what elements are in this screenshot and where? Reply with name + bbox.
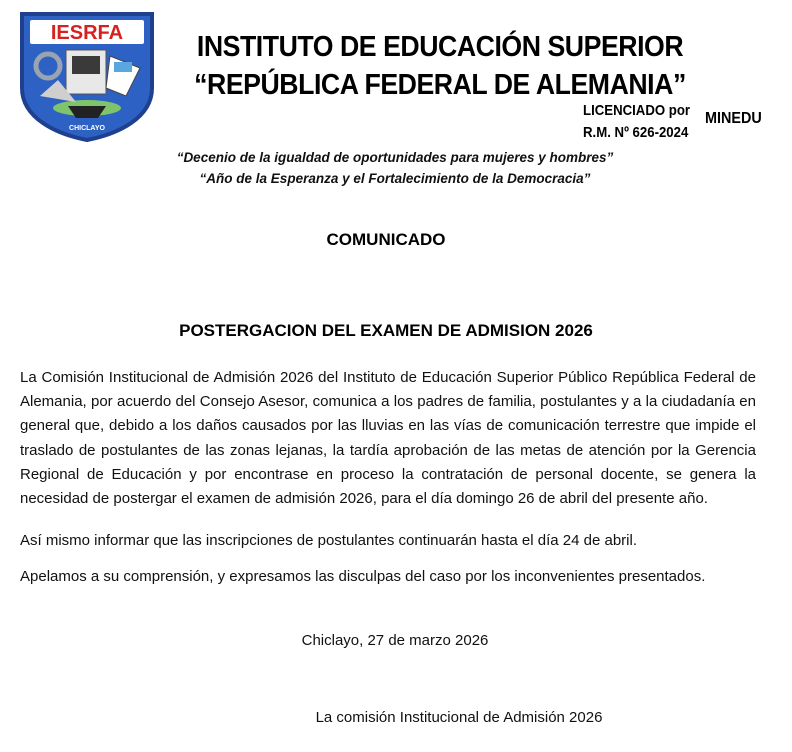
- logo-abbr: IESRFA: [50, 22, 124, 44]
- license-info: [583, 100, 690, 144]
- institution-title: [192, 28, 689, 104]
- paragraph-apology: Apelamos a su comprensión, y expresamos las disculpas del caso por los inconvenientes presentados.: [20, 568, 706, 586]
- logo-city: CHICLAYO: [69, 125, 105, 132]
- slogan-decade: “Decenio de la igualdad de oportunidades para mujeres y hombres”: [176, 150, 614, 165]
- document-signature: La comisión Institucional de Admisión 2026: [315, 709, 603, 726]
- paragraph-announcement: La Comisión Institucional de Admisión 2026 del Instituto de Educación Superior Público República Federal de Alemania, por acuerdo del Consejo Asesor, comunica a los padres de familia, postulantes y a la ciudadanía en general que, debido a los daños causados por las lluvias en las vías de comunicación terrestre que impide el traslado de postulantes de las zonas lejanas, la tardía aprobación de las metas de atención por la Gerencia Regional de Educación y por encontrase en proceso la contratación de personal docente, se genera la necesidad de postergar el examen de admisión 2026, para el día domingo 26 de abril del presente año.: [20, 369, 756, 508]
- official-slogans: [160, 147, 630, 189]
- paragraph-registration: Así mismo informar que las inscripciones de postulantes continuarán hasta el día 24 de abril.: [20, 532, 637, 550]
- slogan-year: “Año de la Esperanza y el Fortalecimiento de la Democracia”: [199, 171, 591, 186]
- license-resolution: R.M. Nº 626-2024: [583, 124, 689, 141]
- document-heading: COMUNICADO: [326, 230, 446, 249]
- document-date: Chiclayo, 27 de marzo 2026: [301, 632, 489, 649]
- document-body: [20, 366, 756, 602]
- institution-title-line1: INSTITUTO DE EDUCACIÓN SUPERIOR: [196, 31, 684, 63]
- institution-title-line2: “REPÚBLICA FEDERAL DE ALEMANIA”: [194, 69, 686, 101]
- license-line1: LICENCIADO por: [583, 102, 691, 119]
- document-subject: POSTERGACION DEL EXAMEN DE ADMISION 2026: [179, 321, 593, 340]
- minedu-label: MINEDU: [705, 110, 762, 127]
- institute-logo: [18, 10, 156, 142]
- shield-emblem: [18, 10, 156, 142]
